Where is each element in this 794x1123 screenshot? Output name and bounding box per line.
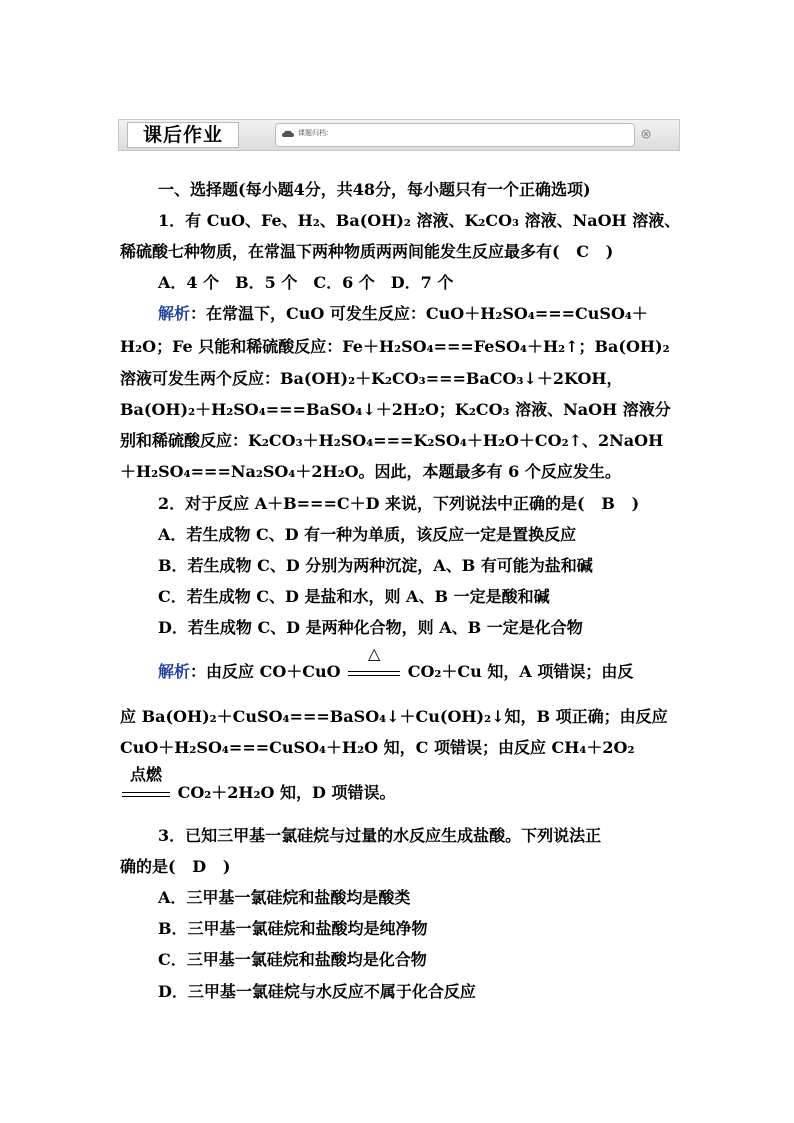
q2-analysis-line3: CuO＋H₂SO₄===CuSO₄＋H₂O 知，C 项错误；由反应 CH₄＋2O₂ <box>120 738 635 757</box>
q2-option-b: B．若生成物 C、D 分别为两种沉淀，A、B 有可能为盐和碱 <box>158 556 593 575</box>
q1-analysis-text1: ：在常温下，CuO 可发生反应：CuO＋H₂SO₄===CuSO₄＋ <box>190 304 648 323</box>
q3-option-b: B．三甲基一氯硅烷和盐酸均是纯净物 <box>158 919 428 938</box>
q2-analysis-line4 <box>120 764 396 803</box>
archive-field[interactable] <box>275 123 635 147</box>
q2-analysis-text1b: CO₂＋Cu 知，A 项错误；由反 <box>407 662 634 681</box>
q3-stem-line1: 3．已知三甲基一氯硅烷与过量的水反应生成盐酸。下列说法正 <box>158 826 602 845</box>
q1-analysis-line1 <box>158 304 648 324</box>
q3-stem-line2: 确的是( D ) <box>120 857 231 876</box>
q2-analysis-line1 <box>158 643 634 682</box>
cloud-icon <box>282 129 294 139</box>
q2-option-a: A．若生成物 C、D 有一种为单质，该反应一定是置换反应 <box>158 525 577 544</box>
homework-header-bar <box>118 119 680 151</box>
ignite-condition-arrow <box>120 764 172 801</box>
q2-analysis-text4: CO₂＋2H₂O 知，D 项错误。 <box>177 783 396 802</box>
q3-option-c: C．三甲基一氯硅烷和盐酸均是化合物 <box>158 950 427 969</box>
q2-stem-text: 2．对于反应 A＋B===C＋D 来说，下列说法中正确的是( <box>158 494 585 513</box>
section-heading: 一、选择题(每小题4分，共48分，每小题只有一个正确选项) <box>158 180 591 199</box>
q1-options: A．4 个 B．5 个 C．6 个 D．7 个 <box>158 273 454 292</box>
q3-option-d: D．三甲基一氯硅烷与水反应不属于化合反应 <box>158 982 476 1001</box>
q1-analysis-line4: Ba(OH)₂＋H₂SO₄===BaSO₄↓＋2H₂O；K₂CO₃ 溶液、NaOH 溶液分 <box>120 400 671 419</box>
heat-condition: △ <box>368 643 381 663</box>
q1-analysis-label: 解析 <box>158 304 191 323</box>
ignite-condition: 点燃 <box>129 764 162 784</box>
heat-condition-arrow <box>346 643 402 680</box>
q1-stem-line2: 稀硫酸七种物质，在常温下两种物质两两间能发生反应最多有( C ) <box>120 242 614 261</box>
q2-answer: B <box>601 494 615 513</box>
q3-answer: D <box>192 857 207 876</box>
q1-analysis-line6: ＋H₂SO₄===Na₂SO₄＋2H₂O。因此，本题最多有 6 个反应发生。 <box>120 462 621 481</box>
q1-analysis-line3: 溶液可发生两个反应：Ba(OH)₂＋K₂CO₃===BaCO₃↓＋2KOH， <box>120 369 623 388</box>
q2-option-d: D．若生成物 C、D 是两种化合物，则 A、B 一定是化合物 <box>158 618 583 637</box>
q2-analysis-text1a: ：由反应 CO＋CuO <box>190 662 341 681</box>
q3-option-a: A．三甲基一氯硅烷和盐酸均是酸类 <box>158 888 411 907</box>
q3-stem-text: 确的是( <box>120 857 176 876</box>
q2-analysis-line2: 应 Ba(OH)₂＋CuSO₄===BaSO₄↓＋Cu(OH)₂↓知，B 项正确；由反应 <box>120 707 668 726</box>
q1-analysis-line5: 别和稀硫酸反应：K₂CO₃＋H₂SO₄===K₂SO₄＋H₂O＋CO₂↑、2NaOH <box>120 431 664 450</box>
q1-answer: C <box>576 242 590 261</box>
header-title: 课后作业 <box>127 122 239 148</box>
q2-option-c: C．若生成物 C、D 是盐和水，则 A、B 一定是酸和碱 <box>158 587 550 606</box>
q2-stem: 2．对于反应 A＋B===C＋D 来说，下列说法中正确的是( B ) <box>158 494 640 513</box>
q2-analysis-label: 解析 <box>158 662 191 681</box>
archive-label: 课题归档： <box>298 129 333 137</box>
q1-analysis-line2: H₂O；Fe 只能和稀硫酸反应：Fe＋H₂SO₄===FeSO₄＋H₂↑；Ba(OH)₂ <box>120 337 670 356</box>
q1-stem-text: 稀硫酸七种物质，在常温下两种物质两两间能发生反应最多有( <box>120 242 560 261</box>
clear-icon[interactable] <box>641 129 651 139</box>
q1-stem-line1: 1．有 CuO、Fe、H₂、Ba(OH)₂ 溶液、K₂CO₃ 溶液、NaOH 溶液、 <box>158 211 681 230</box>
